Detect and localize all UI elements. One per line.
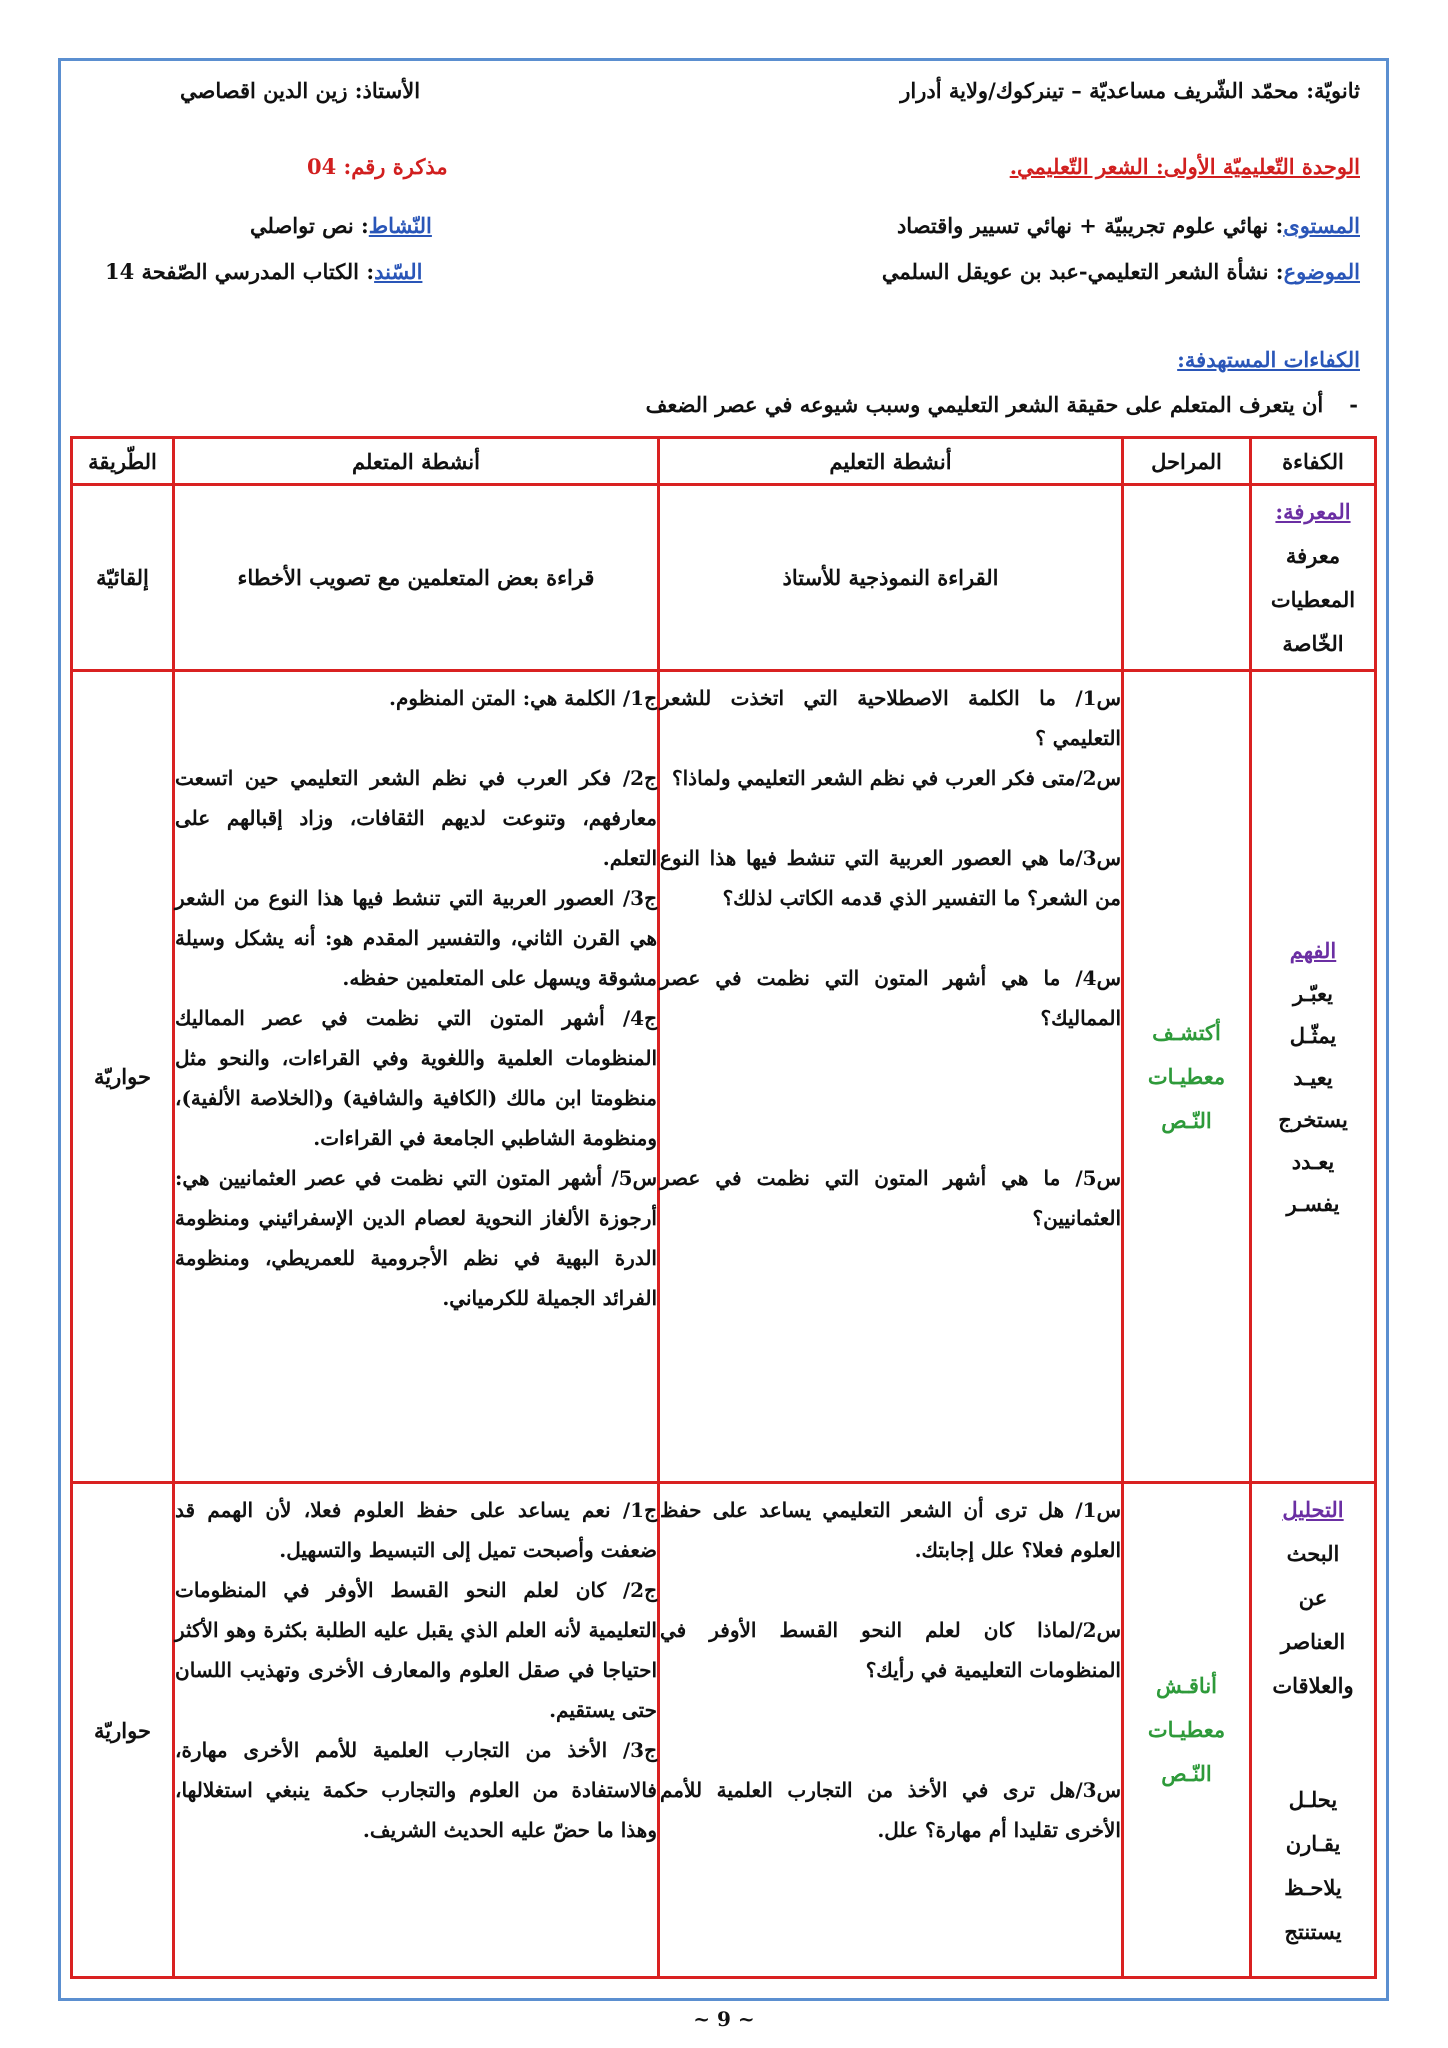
- verb-item: يمثّـل: [1289, 1022, 1337, 1048]
- table-row: [72, 1483, 1376, 1978]
- teacher-name: الأستاذ: زين الدين اقصاصي: [180, 78, 421, 103]
- stage-line: أكتشـف: [1152, 1019, 1221, 1045]
- learner-cell: قراءة بعض المتعلمين مع تصويب الأخطاء: [174, 485, 659, 671]
- verb-list: [1252, 973, 1374, 1225]
- header-teaching: أنشطة التعليم: [659, 438, 1123, 485]
- method-cell: إلقائيّة: [72, 485, 174, 671]
- source-line: [105, 259, 422, 284]
- stage-cell: [1123, 485, 1251, 671]
- level-line: [897, 213, 1360, 238]
- verb-item: يعبّـر: [1292, 980, 1334, 1006]
- competency-text-line: والعلاقات: [1272, 1673, 1354, 1698]
- topic-label: الموضوع: [1283, 259, 1360, 284]
- table-row: [72, 671, 1376, 1483]
- answer-item: ج4/ أشهر المتون التي نظمت في عصر المماليك المنظومات العلمية واللغوية وفي القراءات، والنحو مثل منظومتا ابن مالك (الكافية والشافية) و(الخلاصة الألفية)، ومنظومة الشاطبي الجامعة في القراءات.: [175, 1006, 657, 1150]
- competency-text-line: البحث: [1286, 1541, 1340, 1566]
- activity-line: [250, 213, 432, 238]
- question-item: س3/ما هي العصور العربية التي تنشط فيها هذا النوع من الشعر؟ ما التفسير الذي قدمه الكاتب لذلك؟: [660, 846, 1121, 910]
- stage-line: معطيـات: [1147, 1717, 1226, 1742]
- header-method: الطّريقة: [72, 438, 174, 485]
- competency-text-line: العناصر: [1280, 1629, 1346, 1654]
- verb-item: يعيـد: [1293, 1064, 1333, 1090]
- question-item: س2/لماذا كان لعلم النحو القسط الأوفر في المنظومات التعليمية في رأيك؟: [660, 1618, 1121, 1682]
- goal-text: أن يتعرف المتعلم على حقيقة الشعر التعليمي وسبب شيوعه في عصر الضعف: [645, 392, 1324, 417]
- question-item: س5/ ما هي أشهر المتون التي نظمت في عصر العثمانيين؟: [660, 1166, 1121, 1230]
- activity-value: : نص تواصلي: [250, 213, 369, 238]
- unit-title: الوحدة التّعليميّة الأولى: الشعر التّعليمي.: [1009, 154, 1360, 179]
- competency-heading: التحليل: [1282, 1497, 1344, 1522]
- school-name: ثانويّة: محمّد الشّريف مساعديّة – تينركوك/ولاية أدرار: [900, 78, 1360, 103]
- answer-item: س5/ أشهر المتون التي نظمت في عصر العثمانيين هي: أرجوزة الألغاز النحوية لعصام الدين الإسفرائيني ومنظومة الدرة البهية في نظم الأجرومية للعمريطي، ومنظومة الفرائد الجميلة للكرمياني.: [175, 1166, 657, 1310]
- source-label: السّند: [374, 259, 423, 284]
- competency-text: معرفة المعطيات الخّاصة: [1270, 542, 1356, 656]
- stage-line: النّـص: [1161, 1761, 1212, 1786]
- teaching-cell: [659, 671, 1123, 1483]
- competency-cell: [1251, 485, 1376, 671]
- stage-cell: [1123, 671, 1251, 1483]
- competency-text-line: عن: [1298, 1585, 1328, 1610]
- verb-item: يلاحـظ: [1284, 1875, 1342, 1900]
- question-item: س1/ ما الكلمة الاصطلاحية التي اتخذت للشعر التعليمي ؟: [660, 686, 1121, 750]
- stage-cell: [1123, 1483, 1251, 1978]
- answer-item: ج2/ كان لعلم النحو القسط الأوفر في المنظومات التعليمية لأنه العلم الذي يقبل عليه الطلبة بكثرة وهو الأكثر احتياجا في صقل العلوم والمعارف الأخرى وتهذيب اللسان حتى يستقيم.: [175, 1578, 657, 1722]
- verb-item: يعـدد: [1291, 1148, 1335, 1174]
- page-number: ~ 9 ~: [693, 2007, 755, 2031]
- learner-cell: [174, 671, 659, 1483]
- activity-label: النّشاط: [368, 213, 432, 238]
- header-learner: أنشطة المتعلم: [174, 438, 659, 485]
- verb-item: يستنتج: [1284, 1919, 1342, 1944]
- answer-item: ج1/ الكلمة هي: المتن المنظوم.: [388, 686, 657, 710]
- stage-line: معطيـات: [1147, 1063, 1226, 1089]
- stage-line: أناقـش: [1155, 1673, 1218, 1698]
- verb-item: يفسـر: [1286, 1190, 1340, 1216]
- memo-number: مذكرة رقم: 04: [307, 154, 448, 179]
- level-value: : نهائي علوم تجريبيّة + نهائي تسيير واقتصاد: [896, 213, 1284, 238]
- method-cell: حواريّة: [72, 1483, 174, 1978]
- competency-cell: [1251, 1483, 1376, 1978]
- competency-cell: [1251, 671, 1376, 1483]
- level-label: المستوى: [1283, 213, 1360, 238]
- teaching-cell: [659, 1483, 1123, 1978]
- topic-line: [882, 259, 1360, 284]
- verb-item: يستخرج: [1278, 1106, 1348, 1132]
- question-item: س1/ هل ترى أن الشعر التعليمي يساعد على حفظ العلوم فعلا؟ علل إجابتك.: [660, 1498, 1121, 1562]
- topic-value: : نشأة الشعر التعليمي-عبد بن عويقل السلمي: [881, 259, 1284, 284]
- learner-cell: [174, 1483, 659, 1978]
- source-value: : الكتاب المدرسي الصّفحة 14: [105, 259, 375, 284]
- verb-item: يحلـل: [1288, 1787, 1338, 1812]
- table-header-row: [72, 438, 1376, 485]
- header-stages: المراحل: [1123, 438, 1251, 485]
- header-competency: الكفاءة: [1251, 438, 1376, 485]
- answer-item: ج3/ العصور العربية التي تنشط فيها هذا النوع من الشعر هي القرن الثاني، والتفسير المقدم هو: أنه يشكل وسيلة مشوقة ويسهل على المتعلمين حفظه.: [175, 886, 657, 990]
- competencies-title: الكفاءات المستهدفة:: [1177, 347, 1360, 372]
- table-row: [72, 485, 1376, 671]
- method-cell: حواريّة: [72, 671, 174, 1483]
- competency-heading: الفهم: [1289, 937, 1337, 963]
- verb-item: يقـارن: [1285, 1831, 1341, 1856]
- teaching-cell: القراءة النموذجية للأستاذ: [659, 485, 1123, 671]
- question-item: س4/ ما هي أشهر المتون التي نظمت في عصر المماليك؟: [660, 966, 1121, 1030]
- answer-item: ج2/ فكر العرب في نظم الشعر التعليمي حين اتسعت معارفهم، وتنوعت لديهم الثقافات، وزاد إقبالهم على التعلم.: [175, 766, 657, 870]
- competency-heading: المعرفة:: [1275, 498, 1351, 524]
- question-item: س2/متى فكر العرب في نظم الشعر التعليمي ولماذا؟: [671, 766, 1121, 790]
- question-item: س3/هل ترى في الأخذ من التجارب العلمية للأمم الأخرى تقليدا أم مهارة؟ علل.: [660, 1778, 1121, 1842]
- answer-item: ج3/ الأخذ من التجارب العلمية للأمم الأخرى مهارة، فالاستفادة من العلوم والتجارب حكمة ينبغي استغلالها، وهذا ما حضّ عليه الحديث الشريف.: [175, 1738, 657, 1842]
- answer-item: ج1/ نعم يساعد على حفظ العلوم فعلا، لأن الهمم قد ضعفت وأصبحت تميل إلى التبسيط والتسهيل.: [175, 1498, 657, 1562]
- lesson-table: [70, 436, 1377, 1979]
- competency-goal: -أن يتعرف المتعلم على حقيقة الشعر التعليمي وسبب شيوعه في عصر الضعف: [645, 392, 1358, 417]
- stage-line: النّـص: [1161, 1107, 1212, 1133]
